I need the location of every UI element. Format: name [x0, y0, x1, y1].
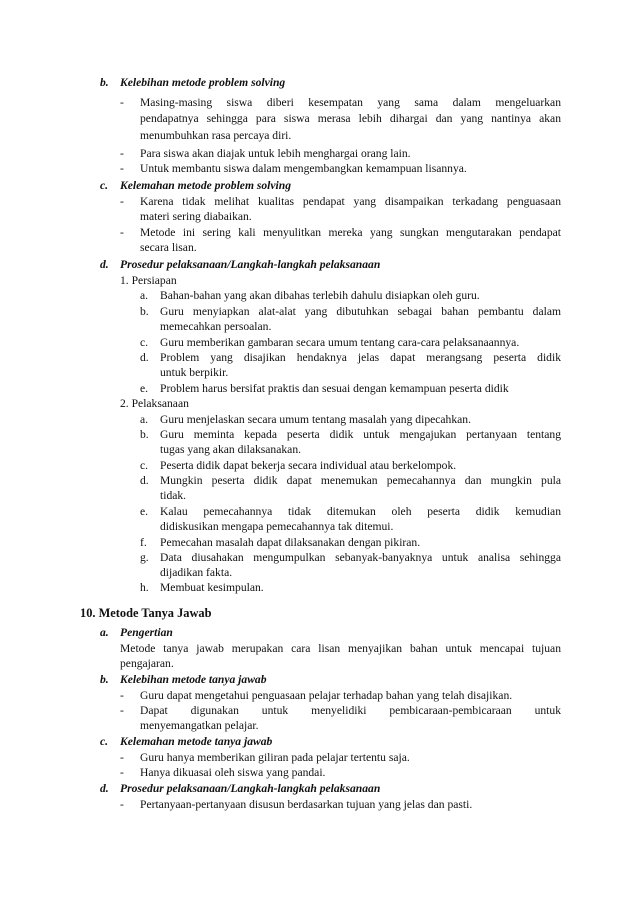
list-item-line: Metode ini sering kali menyulitkan mereka yang sungkan mengutarakan pendapat — [140, 226, 561, 239]
list-item-line: Guru meminta kepada peserta didik untuk mengajukan pertanyaan tentang — [160, 428, 561, 441]
list-item-line: menumbuhkan rasa percaya diri. — [140, 129, 292, 142]
step-pelaksanaan-label: 2. Pelaksanaan — [120, 397, 189, 410]
list-letter: d. — [140, 474, 149, 487]
list-item-line: materi sering diabaikan. — [140, 210, 252, 223]
section-10-heading: 10. Metode Tanya Jawab — [80, 606, 212, 620]
list-letter: b. — [140, 305, 149, 318]
section-c-title: Kelemahan metode problem solving — [120, 179, 292, 192]
list-item-line: Kalau pemecahannya tidak ditemukan oleh peserta didik kemudian — [160, 505, 561, 518]
list-item-line: dijadikan fakta. — [160, 566, 233, 579]
list-dash: - — [120, 689, 124, 702]
list-item-line: Data diusahakan mengumpulkan sebanyak-banyaknya untuk analisa sehingga — [160, 551, 561, 564]
paragraph-line: Metode tanya jawab merupakan cara lisan menyajikan bahan untuk mencapai tujuan — [120, 642, 561, 655]
section-d-marker: d. — [100, 258, 109, 271]
section-b-marker: b. — [100, 76, 109, 89]
list-letter: c. — [140, 336, 149, 349]
list-letter: h. — [140, 581, 149, 594]
list-letter: e. — [140, 505, 149, 518]
list-item-line: tidak. — [160, 489, 187, 502]
list-item-line: Mungkin peserta didik dapat menemukan pemecahannya dan mungkin pula — [160, 474, 561, 487]
list-item-line: Hanya dikuasai oleh siswa yang pandai. — [140, 766, 326, 779]
list-dash: - — [120, 704, 124, 717]
section-c-marker: c. — [100, 179, 109, 192]
list-item-line: didiskusikan mengapa pemecahannya tak ditemui. — [160, 520, 394, 533]
list-dash: - — [120, 147, 124, 160]
list-item-line: Dapat digunakan untuk menyelidiki pembicaraan-pembicaraan untuk — [140, 704, 561, 717]
list-letter: g. — [140, 551, 149, 564]
list-dash: - — [120, 226, 124, 239]
list-item-line: Bahan-bahan yang akan dibahas terlebih dahulu disiapkan oleh guru. — [160, 289, 480, 302]
list-item-line: Masing-masing siswa diberi kesempatan yang sama dalam mengeluarkan — [140, 96, 561, 109]
section-10a-title: Pengertian — [120, 626, 173, 639]
list-item-line: pendapatnya sehingga para siswa merasa lebih dihargai dan yang nantinya akan — [140, 112, 561, 125]
section-10a-marker: a. — [100, 626, 109, 639]
list-item-line: Peserta didik dapat bekerja secara individual atau berkelompok. — [160, 459, 457, 472]
list-dash: - — [120, 195, 124, 208]
paragraph-line: pengajaran. — [120, 657, 174, 670]
section-10b-marker: b. — [100, 673, 109, 686]
list-item-line: Pertanyaan-pertanyaan disusun berdasarkan tujuan yang jelas dan pasti. — [140, 798, 473, 811]
list-item-line: Guru dapat mengetahui penguasaan pelajar terhadap bahan yang telah disajikan. — [140, 689, 513, 702]
list-dash: - — [120, 766, 124, 779]
list-item-line: secara lisan. — [140, 241, 197, 254]
section-10b-title: Kelebihan metode tanya jawab — [120, 673, 267, 686]
list-item-line: menyemangatkan pelajar. — [140, 719, 259, 732]
step-persiapan-label: 1. Persiapan — [120, 274, 177, 287]
list-letter: f. — [140, 536, 147, 549]
list-letter: b. — [140, 428, 149, 441]
list-item-line: memecahkan persoalan. — [160, 320, 272, 333]
section-10c-marker: c. — [100, 735, 109, 748]
list-item-line: Problem yang disajikan hendaknya jelas dapat merangsang peserta didik — [160, 351, 561, 364]
list-item-line: Guru menyiapkan alat-alat yang dibutuhkan sebagai bahan pembantu dalam — [160, 305, 561, 318]
list-item-line: Guru menjelaskan secara umum tentang masalah yang dipecahkan. — [160, 413, 471, 426]
list-letter: a. — [140, 413, 149, 426]
list-item-line: Problem harus bersifat praktis dan sesuai dengan kemampuan peserta didik — [160, 382, 509, 395]
list-dash: - — [120, 751, 124, 764]
list-letter: c. — [140, 459, 149, 472]
section-10d-marker: d. — [100, 782, 109, 795]
list-letter: d. — [140, 351, 149, 364]
section-b-title: Kelebihan metode problem solving — [120, 76, 286, 89]
list-item-line: Guru memberikan gambaran secara umum tentang cara-cara pelaksanaannya. — [160, 336, 520, 349]
list-item-line: tugas yang akan dilaksanakan. — [160, 443, 302, 456]
list-dash: - — [120, 162, 124, 175]
list-letter: a. — [140, 289, 149, 302]
list-item-line: untuk berpikir. — [160, 366, 229, 379]
list-item-line: Untuk membantu siswa dalam mengembangkan kemampuan lisannya. — [140, 162, 467, 175]
list-item-line: Karena tidak melihat kualitas pendapat yang disampaikan terkadang penguasaan — [140, 195, 561, 208]
list-item-line: Guru hanya memberikan giliran pada pelajar tertentu saja. — [140, 751, 410, 764]
section-d-title: Prosedur pelaksanaan/Langkah-langkah pelaksanaan — [120, 258, 381, 271]
list-item-line: Membuat kesimpulan. — [160, 581, 264, 594]
list-letter: e. — [140, 382, 149, 395]
section-10c-title: Kelemahan metode tanya jawab — [120, 735, 273, 748]
section-10d-title: Prosedur pelaksanaan/Langkah-langkah pelaksanaan — [120, 782, 381, 795]
list-item-line: Para siswa akan diajak untuk lebih menghargai orang lain. — [140, 147, 411, 160]
list-item-line: Pemecahan masalah dapat dilaksanakan dengan pikiran. — [160, 536, 421, 549]
list-dash: - — [120, 798, 124, 811]
list-dash: - — [120, 96, 124, 109]
